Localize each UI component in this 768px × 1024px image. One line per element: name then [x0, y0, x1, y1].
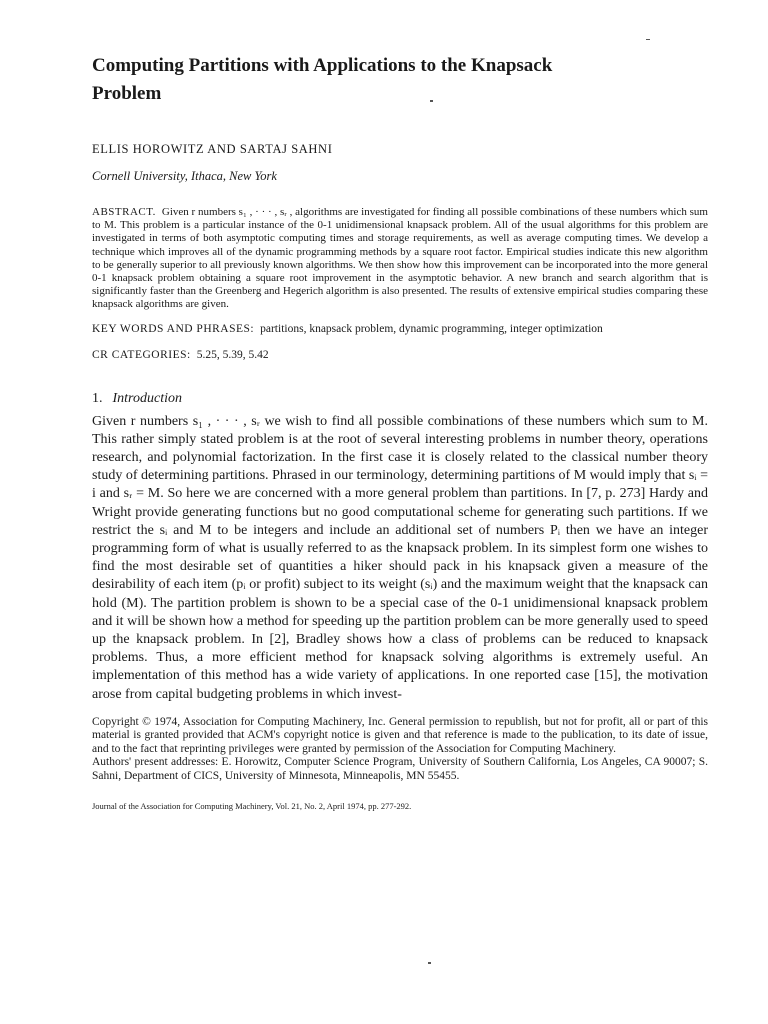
paper-authors: ELLIS HOROWITZ AND SARTAJ SAHNI: [92, 142, 333, 156]
keywords-text: partitions, knapsack problem, dynamic programming, integer optimization: [260, 322, 603, 335]
keywords: [92, 322, 708, 336]
paper-affiliation: Cornell University, Ithaca, New York: [92, 169, 277, 183]
abstract: [92, 206, 708, 312]
scan-speck: [428, 962, 431, 964]
journal-citation: Journal of the Association for Computing Machinery, Vol. 21, No. 2, April 1974, pp. 277-292.: [92, 800, 412, 811]
cr-values: 5.25, 5.39, 5.42: [196, 348, 269, 361]
paper-title: Computing Partitions with Applications to the Knapsack Problem: [92, 55, 553, 104]
cr-categories: [92, 349, 708, 361]
author-addresses: Authors' present addresses: E. Horowitz, Computer Science Program, University of Southern California, Los Angeles, CA 90007; S. Sahni, Department of CICS, University of Minnesota, Minneapolis, MN 55455.: [92, 756, 708, 782]
footnote: [92, 716, 708, 783]
cr-label: CR CATEGORIES:: [92, 348, 191, 361]
introduction-body: Given r numbers s₁ , · · · , sᵣ we wish to find all possible combinations of these numbers which sum to M. This rather simply stated problem is at the root of several interesting problems in number theory, operations research, and polynomial factorization. In the first case it is closely related to the classical number theory study of determining partitions. Phrased in our terminology, determining partitions of M would imply that sᵢ = i and sᵣ = M. So here we are concerned with a more general problem than partitions. In [7, p. 273] Hardy and Wright provide generating functions but no good computational scheme for generating such partitions. If we restrict the sᵢ and M to be integers and include an additional set of numbers Pᵢ then we have an integer programming form of what is usually referred to as the knapsack problem. In its simplest form one wishes to find the most desirable set of quantities a hiker should pack in his knapsack given a measure of the desirability of each item (pᵢ or profit) subject to its weight (sᵢ) and the maximum weight that the knapsack can hold (M). The partition problem is shown to be a special case of the 0-1 unidimensional knapsack problem and it will be shown how a method for speeding up the partition problem can be more generally used to speed up the knapsack problem. In [2], Bradley shows how a class of problems can be reduced to knapsack problems. Thus, a more efficient method for knapsack solving algorithms is extremely useful. An implementation of this method has a wide variety of applications. In one reported case [15], the motivation arose from capital budgeting problems in which invest-: [92, 413, 708, 702]
keywords-label: KEY WORDS AND PHRASES:: [92, 322, 255, 335]
scan-speck: [646, 39, 650, 40]
section-title: Introduction: [112, 390, 182, 406]
paper-page: [92, 52, 708, 811]
scan-speck: [430, 100, 433, 102]
section-heading: [92, 391, 708, 407]
abstract-label: ABSTRACT.: [92, 206, 156, 218]
section-number: 1.: [92, 390, 103, 406]
copyright-notice: Copyright © 1974, Association for Computing Machinery, Inc. General permission to republish, but not for profit, all or part of this material is granted provided that ACM's copyright notice is given and that reference is made to the publication, to its date of issue, and to the fact that reprinting privileges were granted by permission of the Association for Computing Machinery.: [92, 715, 708, 755]
abstract-text: Given r numbers s₁ , · · · , sᵣ , algorithms are investigated for finding all possible combinations of these numbers which sum to M. This problem is a particular instance of the 0-1 unidimensional knapsack problem. All of the usual algorithms for this problem are investigated in terms of both asymptotic computing times and storage requirements, as well as average computing times. We develop a technique which improves all of the dynamic programming methods by a square root factor. Empirical studies indicate this new algorithm to be generally superior to all previously known algorithms. We then show how this improvement can be incorporated into the more general 0-1 knapsack problem obtaining a square root improvement in the asymptotic behavior. A new branch and search algorithm that is significantly faster than the Greenberg and Hegerich algorithm is also presented. The results of extensive empirical studies comparing these knapsack algorithms are given.: [92, 206, 708, 311]
